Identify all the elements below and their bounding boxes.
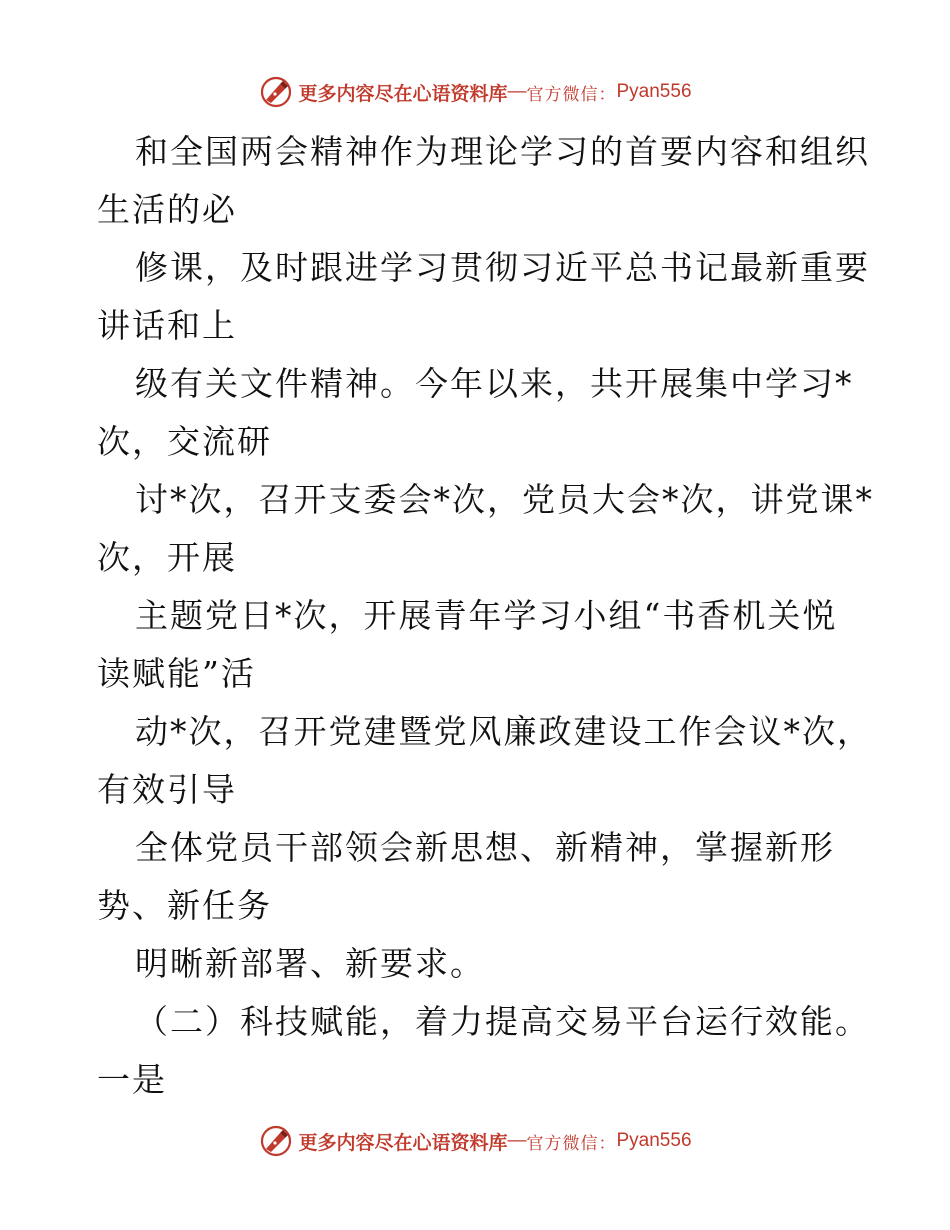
watermark-wechat-label: 官方微信：: [526, 84, 617, 105]
watermark-separator: —: [507, 81, 527, 102]
text-line: 生活的必: [97, 190, 237, 229]
text-line: 明晰新部署、新要求。: [135, 944, 485, 983]
text-line: 讨*次，召开支委会*次，党员大会*次，讲党课*: [135, 480, 874, 519]
text-line: 次，交流研: [97, 422, 272, 461]
watermark-site-text: 更多内容尽在心语资料库: [298, 82, 508, 105]
text-line: 势、新任务: [97, 886, 272, 925]
text-line: 次，开展: [97, 538, 237, 577]
watermark-site-text: 更多内容尽在心语资料库: [298, 1131, 508, 1154]
text-line: 级有关文件精神。今年以来，共开展集中学习*: [135, 364, 854, 403]
pen-nib-logo-icon: [258, 74, 294, 110]
header-watermark: [0, 72, 950, 112]
watermark-separator: —: [507, 1130, 527, 1151]
text-line: 和全国两会精神作为理论学习的首要内容和组织: [135, 132, 870, 171]
text-line: 有效引导: [97, 770, 237, 809]
watermark-account: Pyan556: [616, 81, 692, 102]
text-line: 读赋能”活: [97, 654, 256, 693]
footer-watermark: [0, 1121, 950, 1161]
document-body: [97, 123, 874, 1109]
text-line: 全体党员干部领会新思想、新精神，掌握新形: [135, 828, 835, 867]
text-line: 主题党日*次，开展青年学习小组“书香机关悦: [135, 596, 838, 635]
text-line: 修课，及时跟进学习贯彻习近平总书记最新重要: [135, 248, 870, 287]
watermark-wechat-label: 官方微信：: [526, 1133, 617, 1154]
pen-nib-logo-icon: [258, 1123, 294, 1159]
text-line: 一是: [97, 1060, 167, 1099]
text-line: 讲话和上: [97, 306, 237, 345]
text-line: 动*次，召开党建暨党风廉政建设工作会议*次，: [135, 712, 872, 751]
section-heading-line: （二）科技赋能，着力提高交易平台运行效能。: [135, 1002, 870, 1041]
watermark-account: Pyan556: [616, 1130, 692, 1151]
